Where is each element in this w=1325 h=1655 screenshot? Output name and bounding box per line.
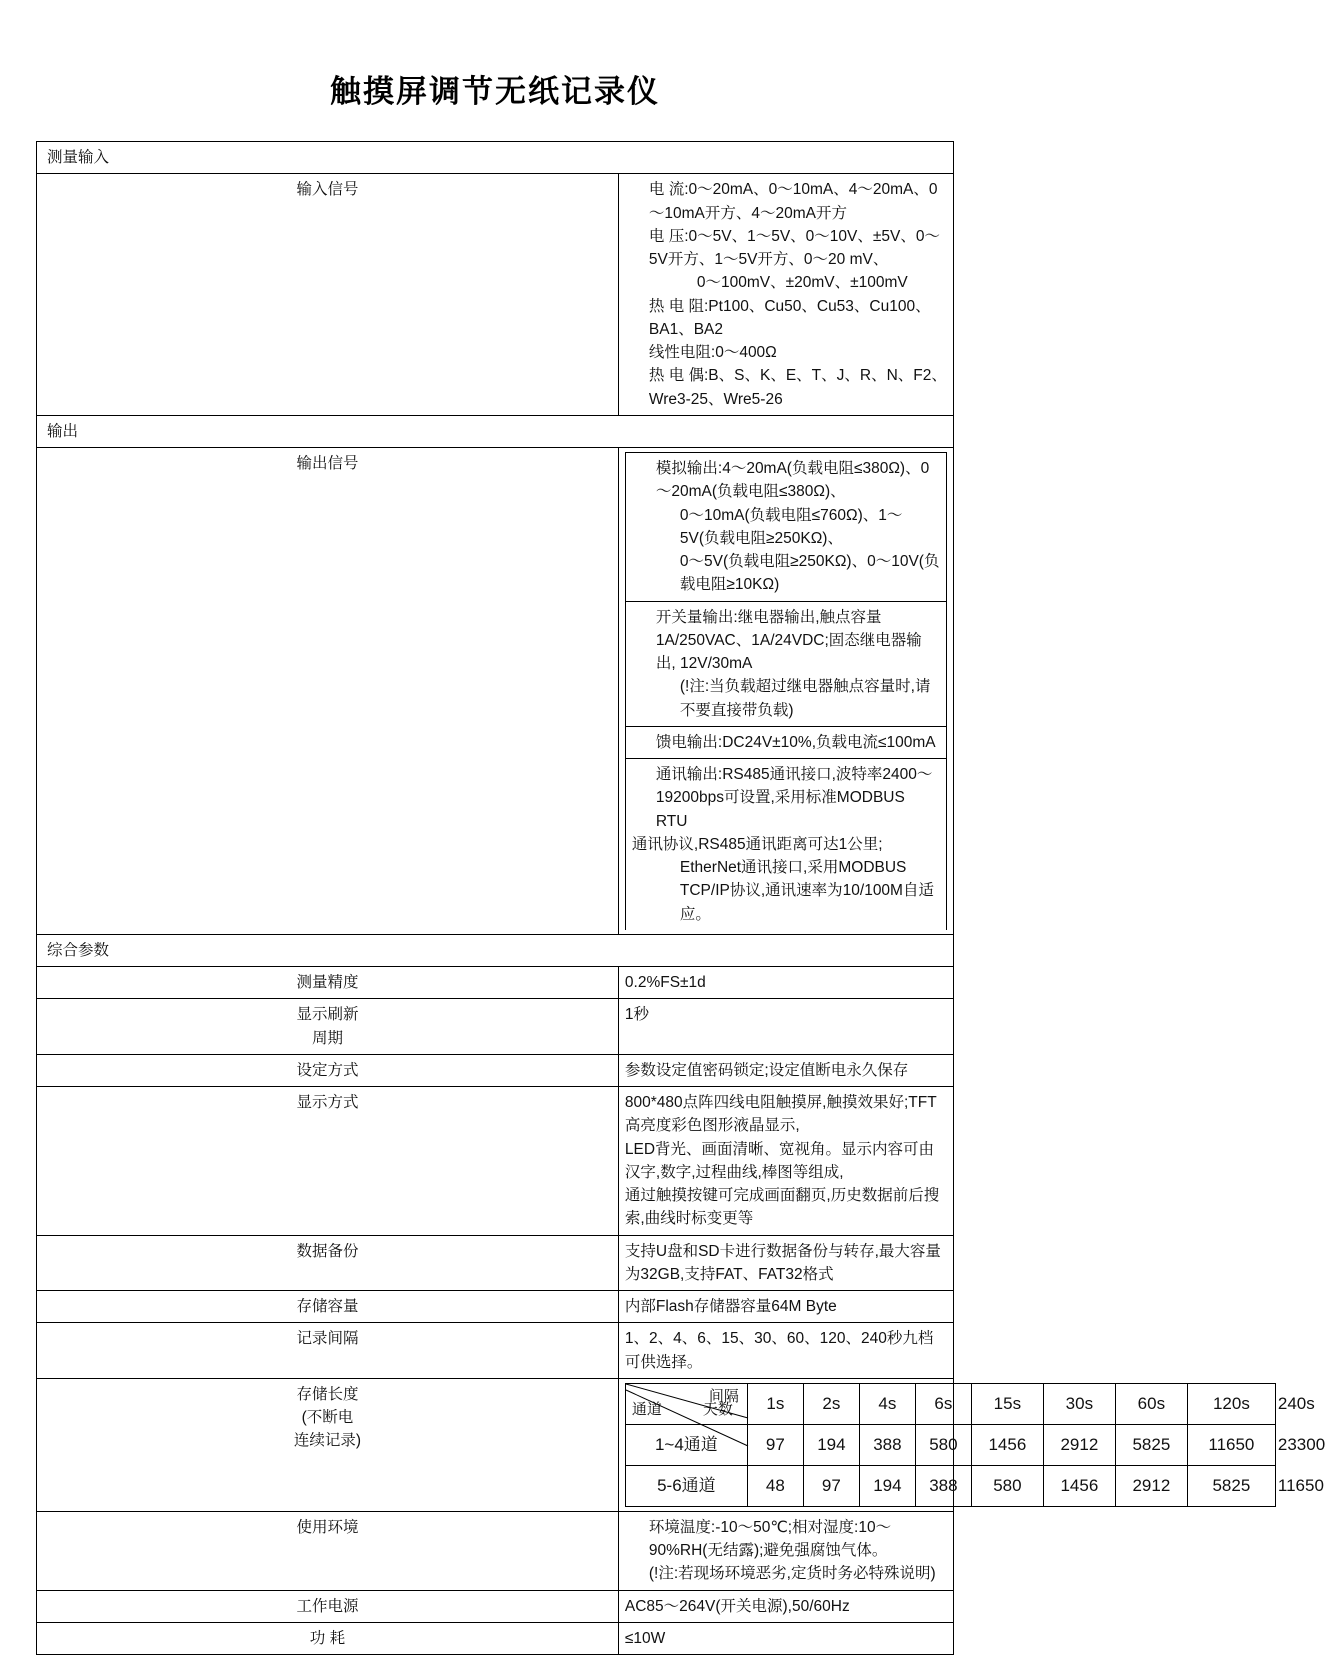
output-line: 0～5V(负载电阻≥250KΩ)、0～10V(负载电阻≥10KΩ): [679, 553, 940, 594]
row-label-power-consumption: 功 耗: [37, 1622, 619, 1654]
row-label-setting-mode: 设定方式: [37, 1054, 619, 1086]
input-line: 线性电阻:0～400Ω: [648, 344, 777, 361]
input-line: 热 电 偶:B、S、K、E、T、J、R、N、F2、Wre3-25、Wre5-26: [648, 367, 947, 408]
table-row: [37, 415, 954, 447]
row-label-refresh: [37, 999, 619, 1055]
output-line: (!注:当负载超过继电器触点容量时,请不要直接带负载): [679, 678, 931, 719]
table-row: [37, 1054, 954, 1086]
matrix-cell: 388: [915, 1465, 971, 1506]
row-label-storage-capacity: 存储容量: [37, 1291, 619, 1323]
output-line: 通讯协议,RS485通讯距离可达1公里;: [631, 835, 883, 853]
matrix-header-interval: 6s: [915, 1383, 971, 1424]
section-header-output: 输出: [37, 415, 954, 447]
environment-line: (!注:若现场环境恶劣,定货时务必特殊说明): [648, 1565, 936, 1583]
table-row: [625, 759, 946, 930]
row-label-input-signal: 输入信号: [37, 174, 619, 416]
display-line: 通过触摸按键可完成画面翻页,历史数据前后搜索,曲线时标变更等: [624, 1187, 940, 1228]
display-line: 800*480点阵四线电阻触摸屏,触摸效果好;TFT高亮度彩色图形液晶显示,: [624, 1094, 937, 1135]
matrix-cell: 1456: [1043, 1465, 1115, 1506]
output-line: 馈电输出:DC24V±10%,负载电流≤100mA: [655, 733, 936, 751]
matrix-cell: 48: [747, 1465, 803, 1506]
table-row: [37, 1622, 954, 1654]
row-label-accuracy: 测量精度: [37, 967, 619, 999]
row-value-environment: [618, 1511, 953, 1590]
table-row: [625, 601, 946, 726]
table-row: [37, 1087, 954, 1236]
output-line: 开关量输出:继电器输出,触点容量1A/250VAC、1A/24VDC;固态继电器输出, 12V/30mA: [655, 608, 922, 672]
row-value-setting-mode: 参数设定值密码锁定;设定值断电永久保存: [618, 1054, 953, 1086]
output-comm-cell: [625, 759, 946, 930]
table-row: [37, 174, 954, 416]
row-value-backup: 支持U盘和SD卡进行数据备份与转存,最大容量为32GB,支持FAT、FAT32格式: [618, 1235, 953, 1291]
row-value-output-signal: [618, 448, 953, 935]
input-line: 电 压:0～5V、1～5V、0～10V、±5V、0～5V开方、1～5V开方、0～20 mV、: [648, 227, 940, 268]
matrix-cell: 580: [915, 1424, 971, 1465]
row-label-environment: 使用环境: [37, 1511, 619, 1590]
display-line: LED背光、画面清晰、宽视角。显示内容可由汉字,数字,过程曲线,棒图等组成,: [624, 1140, 935, 1181]
refresh-label-line2: 周期: [311, 1029, 343, 1047]
output-signal-subtable: [625, 452, 947, 930]
matrix-header-interval: 30s: [1043, 1383, 1115, 1424]
table-row: 1~4通道 97 194 388 580 1456 2912 5825 11650 23300: [625, 1424, 1275, 1465]
section-header-measure-input: 测量输入: [37, 142, 954, 174]
matrix-cell: 194: [859, 1465, 915, 1506]
row-label-output-signal: 输出信号: [37, 448, 619, 935]
refresh-label-line1: 显示刷新: [296, 1006, 359, 1024]
matrix-cell: 5825: [1187, 1465, 1275, 1506]
row-value-storage-length: [618, 1378, 1325, 1511]
table-row: [37, 934, 954, 966]
table-row: [37, 142, 954, 174]
table-row: [37, 1291, 954, 1323]
storage-length-matrix: [625, 1383, 1325, 1507]
matrix-corner-cell: [625, 1383, 747, 1424]
matrix-header-interval: 120s: [1187, 1383, 1275, 1424]
matrix-header-interval: 2s: [803, 1383, 859, 1424]
matrix-cell: 1456: [971, 1424, 1043, 1465]
matrix-header-interval: 4s: [859, 1383, 915, 1424]
row-value-accuracy: 0.2%FS±1d: [618, 967, 953, 999]
matrix-corner-days: 天数: [702, 1401, 733, 1419]
storage-length-label-line3: 连续记录): [293, 1432, 362, 1450]
input-line: 热 电 阻:Pt100、Cu50、Cu53、Cu100、BA1、BA2: [648, 297, 931, 338]
output-line: 模拟输出:4～20mA(负载电阻≤380Ω)、0～20mA(负载电阻≤380Ω)、: [655, 460, 930, 501]
specification-table: [36, 141, 1325, 1655]
table-row: [625, 726, 946, 758]
row-value-power-supply: AC85～264V(开关电源),50/60Hz: [618, 1590, 953, 1622]
input-line: 0～100mV、±20mV、±100mV: [696, 274, 908, 292]
table-row: [37, 1235, 954, 1291]
table-row: [37, 1323, 954, 1379]
row-value-refresh: 1秒: [618, 999, 953, 1055]
matrix-row-label: 1~4通道: [625, 1424, 747, 1465]
matrix-corner-interval: 间隔: [708, 1387, 739, 1405]
table-row: 5-6通道 48 97 194 388 580 1456 2912 5825 11650: [625, 1465, 1275, 1506]
output-line: 0～10mA(负载电阻≤760Ω)、1～5V(负载电阻≥250KΩ)、: [679, 506, 903, 547]
matrix-header-interval: 15s: [971, 1383, 1043, 1424]
row-value-storage-capacity: 内部Flash存储器容量64M Byte: [618, 1291, 953, 1323]
matrix-corner-channel: 通道: [631, 1401, 662, 1419]
matrix-cell: 388: [859, 1424, 915, 1465]
output-line: EtherNet通讯接口,采用MODBUS TCP/IP协议,通讯速率为10/100M自适应。: [679, 859, 934, 923]
matrix-cell: 11650: [1187, 1424, 1275, 1465]
row-label-record-interval: 记录间隔: [37, 1323, 619, 1379]
table-row: [37, 967, 954, 999]
storage-length-label-line1: 存储长度: [296, 1385, 359, 1403]
matrix-cell: 97: [747, 1424, 803, 1465]
matrix-cell: 2912: [1043, 1424, 1115, 1465]
matrix-header-interval: 60s: [1115, 1383, 1187, 1424]
matrix-cell: 5825: [1115, 1424, 1187, 1465]
row-label-backup: 数据备份: [37, 1235, 619, 1291]
row-value-power-consumption: ≤10W: [618, 1622, 953, 1654]
matrix-row-label: 5-6通道: [625, 1465, 747, 1506]
table-row: [37, 448, 954, 935]
table-row: [37, 999, 954, 1055]
matrix-cell: 580: [971, 1465, 1043, 1506]
row-label-storage-length: [37, 1378, 619, 1511]
input-line: 电 流:0～20mA、0～10mA、4～20mA、0～10mA开方、4～20mA开方: [648, 181, 938, 222]
output-feed-cell: [625, 726, 946, 758]
matrix-cell: 2912: [1115, 1465, 1187, 1506]
row-label-display-mode: 显示方式: [37, 1087, 619, 1236]
section-header-general: 综合参数: [37, 934, 954, 966]
matrix-header-interval: 1s: [747, 1383, 803, 1424]
row-value-record-interval: 1、2、4、6、15、30、60、120、240秒九档可供选择。: [618, 1323, 953, 1379]
row-value-input-signal: [618, 174, 953, 416]
row-value-display-mode: [618, 1087, 953, 1236]
output-switch-cell: [625, 601, 946, 726]
table-row: [625, 453, 946, 602]
table-row: [37, 1378, 954, 1511]
table-row: [37, 1590, 954, 1622]
table-row: 间隔 天数 通道 1s 2s 4s 6s 15s 30s 60s 120s 240s: [625, 1383, 1275, 1424]
row-label-power-supply: 工作电源: [37, 1590, 619, 1622]
output-analog-cell: [625, 453, 946, 602]
matrix-cell: 194: [803, 1424, 859, 1465]
page-title: 触摸屏调节无纸记录仪: [330, 74, 660, 109]
output-line: 通讯输出:RS485通讯接口,波特率2400～19200bps可设置,采用标准MODBUS RTU: [655, 766, 933, 830]
environment-line: 环境温度:-10～50℃;相对湿度:10～90%RH(无结露);避免强腐蚀气体。: [648, 1518, 892, 1559]
matrix-cell: 97: [803, 1465, 859, 1506]
storage-length-label-line2: (不断电: [301, 1409, 354, 1426]
table-row: [37, 1511, 954, 1590]
